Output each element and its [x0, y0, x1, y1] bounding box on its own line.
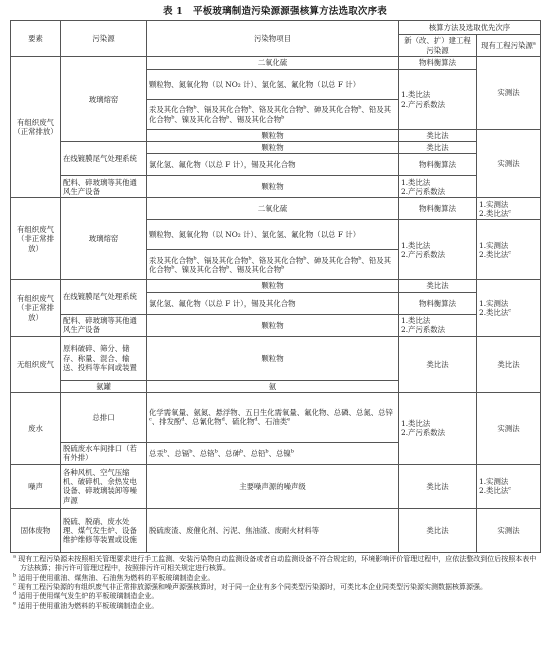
method-measured: 实测法: [477, 130, 541, 198]
method-measured: 实测法: [477, 392, 541, 464]
element-water: 废水: [11, 392, 61, 464]
pollutant-metals: 汞及其化合物$^b$、镉及其化合物$^b$、铬及其化合物$^b$、砷及其化合物$^b$、铅及其化合物$^b$、镍及其化合物$^b$、锡及其化合物$^b$: [147, 250, 399, 280]
element-solid: 固体废物: [11, 508, 61, 552]
pollutant-water: 化学需氧量、氨氮、悬浮物、五日生化需氧量、氟化物、总磷、总氮、总锌$^c$、排发酚$^d$、总氰化物$^d$、硫化物$^d$、石油类$^e$: [147, 392, 399, 442]
method-existing-combo: 1.实测法 2.类比法$^c$: [477, 198, 541, 220]
source-ammonia-tank: 氨罐: [61, 380, 147, 392]
method-material-balance: 物料衡算法: [399, 154, 477, 176]
pollutant-metals: 汞及其化合物$^b$、镉及其化合物$^b$、铬及其化合物$^b$、砷及其化合物$^b$、铅及其化合物$^b$、镍及其化合物$^b$、锡及其化合物$^b$: [147, 100, 399, 130]
source-unorg: 原料破碎、筛分、储存、称量、混合、输送、投料等车间或装置: [61, 336, 147, 380]
source-batch: 配料、碎玻璃等其他通风生产设备: [61, 314, 147, 336]
source-desulf-outfall: 脱硫废水车间排口（若有外排）: [61, 442, 147, 464]
note-b: $^b$ 适用于使用重油、煤焦油、石油焦为燃料的平板玻璃制造企业。: [13, 572, 215, 582]
header-existing-project: 现有工程污染源$^a$: [477, 35, 541, 57]
method-measured: 实测法: [477, 57, 541, 130]
pollutant-pm-fluor-cl: 颗粒物、氮氧化物（以 NO₂ 计）、氯化氢、氟化物（以总 F 计）: [147, 220, 399, 250]
method-measured: 实测法: [477, 508, 541, 552]
method-existing-combo: 1.实测法 2.类比法$^c$: [477, 280, 541, 336]
method-analogy: 类比法: [399, 130, 477, 142]
method-analogy: 类比法: [399, 464, 477, 508]
pollutant-pm: 颗粒物: [147, 142, 399, 154]
note-e: $^e$ 适用于使用重油为燃料的平板玻璃制造企业。: [13, 600, 159, 610]
header-source: 污染源: [61, 21, 147, 57]
method-analogy: 类比法: [477, 336, 541, 392]
method-analogy: 类比法: [399, 336, 477, 392]
method-material-balance: 物料衡算法: [399, 57, 477, 70]
source-solid: 脱硫、脱硝、废水处理、煤气发生炉、设备维护维修等装置或设施: [61, 508, 147, 552]
header-new-project: 新（改、扩）建工程污染源: [399, 35, 477, 57]
pollutant-so2: 二氧化硫: [147, 198, 399, 220]
method-material-balance: 物料衡算法: [399, 292, 477, 314]
source-furnace: 玻璃熔窑: [61, 57, 147, 142]
element-org-abnormal: 有组织废气（非正常排放）: [11, 280, 61, 336]
table-notes: [10, 555, 540, 611]
table-title-text: 平板玻璃制造污染源源强核算方法选取次序表: [193, 6, 388, 17]
table-number: 表 1: [162, 6, 183, 17]
pollutant-pm: 颗粒物: [147, 336, 399, 380]
method-table: [10, 20, 541, 553]
element-org-normal: 有组织废气（正常排放）: [11, 57, 61, 198]
pollutant-pm: 颗粒物: [147, 314, 399, 336]
method-new-combo: 1.类比法 2.产污系数法: [399, 176, 477, 198]
method-analogy: 类比法: [399, 142, 477, 154]
pollutant-desulf: 总汞$^b$、总镉$^b$、总铬$^b$、总砷$^b$、总铅$^b$、总镍$^b$: [147, 442, 399, 464]
header-element: 要素: [11, 21, 61, 57]
pollutant-cl-fluor-tin: 氯化氢、氟化物（以总 F 计），锡及其化合物: [147, 154, 399, 176]
method-new-combo: 1.类比法 2.产污系数法: [399, 314, 477, 336]
method-analogy: 类比法: [399, 280, 477, 292]
method-new-combo: 1.类比法 2.产污系数法: [399, 220, 477, 280]
method-existing-combo: 1.实测法 2.类比法$^c$: [477, 464, 541, 508]
note-a: $^a$ 现有工程污染源未按照相关管理要求进行手工监测、安装污染物自动监测设备或者自动监测设备不符合规定的，环境影响评价管理过程中，应依法整改到位后按照本表中方法核算；排污许可管理过程中，按照排污许可相关规定进行核算。: [13, 553, 537, 573]
source-furnace: 玻璃熔窑: [61, 198, 147, 280]
table-title: [10, 4, 540, 20]
note-c: $^c$ 现有工程污染源的有组织废气非正常排放源强和噪声源强核算时，对于同一企业有多个同类型污染源时，可类比本企业同类型污染源实测数据核算源强。: [13, 581, 488, 592]
pollutant-pm-fluor-cl: 颗粒物、氮氧化物（以 NO₂ 计）、氯化氢、氟化物（以总 F 计）: [147, 70, 399, 100]
pollutant-ammonia: 氨: [147, 380, 399, 392]
pollutant-so2: 二氧化硫: [147, 57, 399, 70]
pollutant-cl-fluor-tin: 氯化氢、氟化物（以总 F 计），锡及其化合物: [147, 292, 399, 314]
pollutant-pm: 颗粒物: [147, 130, 399, 142]
header-method-group: 核算方法及选取优先次序: [399, 21, 541, 35]
method-new-combo: 1.类比法 2.产污系数法: [399, 70, 477, 130]
source-outfall: 总排口: [61, 392, 147, 442]
element-noise: 噪声: [11, 464, 61, 508]
source-tin-bath: 在线镀膜尾气处理系统: [61, 280, 147, 314]
source-batch: 配料、碎玻璃等其他通风生产设备: [61, 176, 147, 198]
element-org-abnormal: 有组织废气（非正常排放）: [11, 198, 61, 280]
source-noise: 各种风机、空气压缩机、破碎机、余热发电设备、碎玻璃装卸等噪声源: [61, 464, 147, 508]
pollutant-solid: 脱硫废渣、废催化剂、污泥、焦油渣、废耐火材料等: [147, 508, 399, 552]
method-existing-combo: 1.实测法 2.类比法$^c$: [477, 220, 541, 280]
pollutant-pm: 颗粒物: [147, 280, 399, 292]
source-tin-bath: 在线镀膜尾气处理系统: [61, 142, 147, 176]
pollutant-noise: 主要噪声源的噪声级: [147, 464, 399, 508]
header-pollutant: 污染物项目: [147, 21, 399, 57]
element-unorg: 无组织废气: [11, 336, 61, 392]
method-new-combo: 1.类比法 2.产污系数法: [399, 392, 477, 464]
pollutant-pm: 颗粒物: [147, 176, 399, 198]
method-material-balance: 物料衡算法: [399, 198, 477, 220]
method-analogy: 类比法: [399, 508, 477, 552]
note-d: $^d$ 适用于使用煤气发生炉的平板玻璃制造企业。: [13, 591, 159, 601]
